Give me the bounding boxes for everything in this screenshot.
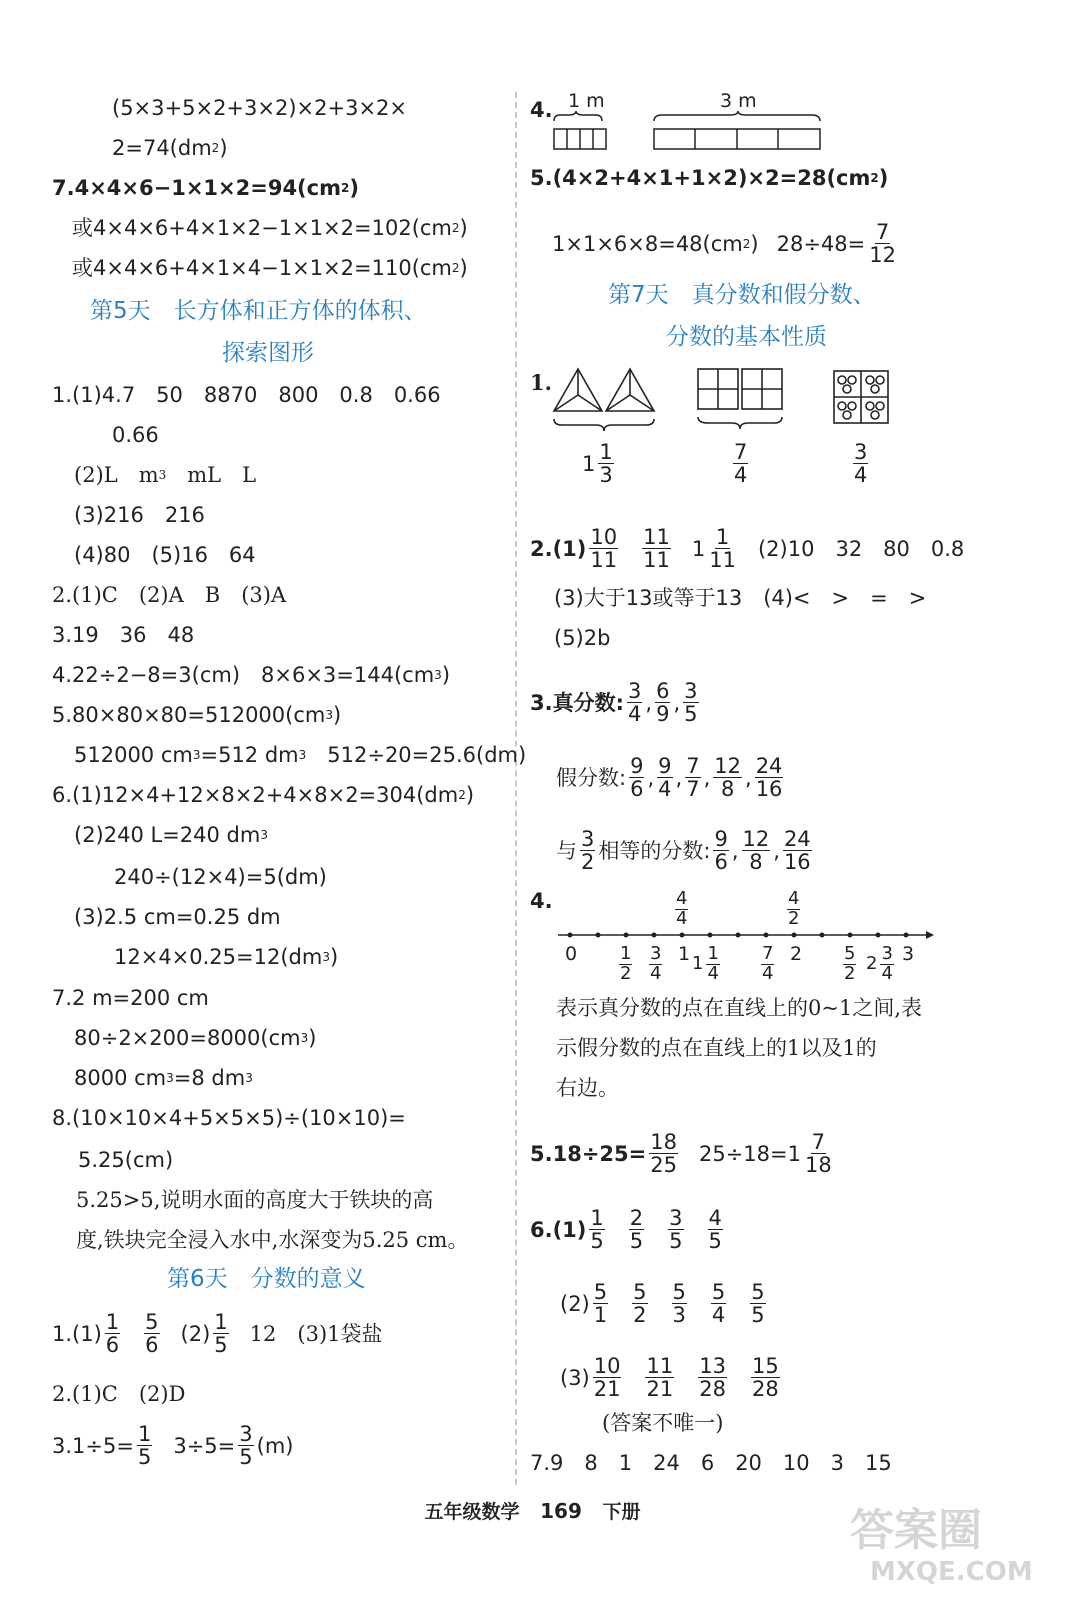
r-q4-label: 4. xyxy=(530,98,553,122)
nl-above-1 xyxy=(672,890,691,929)
d5-q4: 4.22÷2−8=3(cm) 8×6×3=144(cm 3 ) xyxy=(52,663,451,687)
d6-q2: 2.(1)C (2)D xyxy=(52,1382,186,1406)
left-q7-alt2: 或4×4×6+4×1×4−1×1×2=110(cm 2 ) xyxy=(72,256,468,280)
r-q5a: 5.(4×2+4×1+1×2)×2=28(cm 2 ) xyxy=(530,166,889,190)
d5-q3: 3.19 36 48 xyxy=(52,623,195,647)
fraction: $\frac{12}{8}$ xyxy=(742,827,770,875)
d5-q6a: 6.(1)12×4+12×8×2+4×8×2=304(dm 2 ) xyxy=(52,783,475,807)
d5-q5a: 5.80×80×80=512000(cm 3 ) xyxy=(52,703,342,727)
fraction: $\frac{7}{4}$ xyxy=(762,943,774,984)
fraction: $\frac{3}{4}$ xyxy=(650,943,662,984)
d5-q1e: (4)80 (5)16 64 xyxy=(74,543,256,567)
fraction: $\frac{1}{3}$ xyxy=(599,440,613,488)
fraction: $\frac{1}{4}$ xyxy=(707,943,719,984)
fraction-shapes xyxy=(552,365,892,445)
fraction: $\frac{5}{3}$ xyxy=(672,1280,686,1328)
fraction: $\frac{1}{6}$ xyxy=(105,1310,120,1358)
r-s2c: (3)大于13或等于13 (4)< > = > xyxy=(554,586,927,610)
footer-volume: 下册 xyxy=(602,1501,641,1523)
fraction: $\frac{10}{21}$ xyxy=(593,1354,621,1402)
fraction: $\frac{3}{5}$ xyxy=(684,679,698,727)
left-line-2: 2=74(dm 2 ) xyxy=(112,136,228,160)
fraction: $\frac{3}{4}$ xyxy=(628,679,642,727)
watermark-logo xyxy=(840,1490,1055,1590)
nl-frac-1 xyxy=(616,945,635,984)
fraction: $\frac{4}{5}$ xyxy=(708,1206,722,1254)
r-s5: 5.18÷25= $\frac{18}{25}$ 25÷18=1 $\frac{7}{18}$ xyxy=(530,1130,832,1178)
nl-frac-2 xyxy=(646,945,665,984)
r-s1-label: 1. xyxy=(530,370,552,395)
fraction: $\frac{1}{2}$ xyxy=(620,943,632,984)
r-s1-frac3 xyxy=(850,441,871,486)
fraction: $\frac{7}{18}$ xyxy=(804,1130,832,1178)
watermark-top: 答案圈 xyxy=(850,1505,982,1556)
nl-frac-3: 1 $\frac{1}{4}$ xyxy=(692,943,719,984)
fraction: $\frac{12}{8}$ xyxy=(714,754,741,802)
fraction: $\frac{7}{12}$ xyxy=(869,220,896,268)
number-line xyxy=(558,925,938,945)
fraction: $\frac{9}{4}$ xyxy=(658,754,672,802)
nl-label-1: 1 xyxy=(678,943,691,965)
r-s6b: (2) $\frac{5}{1}$ $\frac{5}{2}$ $\frac{5}{3}$ $\frac{5}{4}$ $\frac{5}{5}$ xyxy=(560,1280,765,1328)
nl-label-2: 2 xyxy=(790,943,803,965)
d5-q6b: (2)240 L=240 dm 3 xyxy=(74,823,268,847)
fraction: $\frac{5}{4}$ xyxy=(711,1280,726,1328)
fraction: $\frac{7}{7}$ xyxy=(686,754,700,802)
left-q7-line: 7.4×4×6−1×1×2=94(cm 2 ) xyxy=(52,176,359,200)
fraction: $\frac{5}{2}$ xyxy=(633,1280,647,1328)
fraction: $\frac{10}{11}$ xyxy=(590,525,618,573)
fraction: $\frac{1}{11}$ xyxy=(709,525,736,573)
fraction: $\frac{3}{5}$ xyxy=(239,1422,253,1470)
d5-q5b: 512000 cm 3 =512 dm 3 512÷20=25.6(dm) xyxy=(74,743,527,767)
d5-q7b: 80÷2×200=8000(cm 3 ) xyxy=(74,1026,317,1050)
nl-above-2 xyxy=(784,890,803,929)
r-s2a: 2.(1) $\frac{10}{11}$ $\frac{11}{11}$ 1 $\frac{1}{11}$ (2)10 32 80 0.8 xyxy=(530,525,965,573)
fraction: $\frac{9}{6}$ xyxy=(630,754,644,802)
r-s6a: 6.(1) $\frac{1}{5}$ $\frac{2}{5}$ $\frac{3}{5}$ $\frac{4}{5}$ xyxy=(530,1206,722,1254)
d6-q1: 1.(1) $\frac{1}{6}$ $\frac{5}{6}$ (2) $\frac{1}{5}$ 12 (3)1袋盐 xyxy=(52,1310,383,1358)
d6-q3: 3.1÷5= $\frac{1}{5}$ 3÷5= $\frac{3}{5}$ (m) xyxy=(52,1422,294,1470)
r-s3b: 假分数: $\frac{9}{6}$ , $\frac{9}{4}$ , $\frac{7}{7}$ , $\frac{12}{8}$ , $\frac{24}{16}$ xyxy=(556,754,783,802)
d5-q1a: 1.(1)4.7 50 8870 800 0.8 0.66 xyxy=(52,383,441,407)
segment-diagram xyxy=(550,111,830,153)
d5-q1b: 0.66 xyxy=(112,423,159,447)
r-s4-label: 4. xyxy=(530,889,553,913)
d5-q2: 2.(1)C (2)A B (3)A xyxy=(52,583,287,607)
r-s3a: 3.真分数: $\frac{3}{4}$ , $\frac{6}{9}$ , $\frac{3}{5}$ xyxy=(530,679,698,727)
d5-q8b: 5.25(cm) xyxy=(78,1148,174,1172)
r-s1-frac1: 1 $\frac{1}{3}$ xyxy=(582,440,613,488)
r-s7: 7.9 8 1 24 6 20 10 3 15 xyxy=(530,1451,892,1475)
r-s6-note: (答案不唯一) xyxy=(602,1411,724,1435)
watermark-bottom: MXQE.COM xyxy=(870,1557,1033,1587)
r-q5b: 1×1×6×8=48(cm 2 ) 28÷48= $\frac{7}{12}$ xyxy=(552,220,896,268)
nl-frac-5 xyxy=(840,945,859,984)
r-s4-text2: 示假分数的点在直线上的1以及1的 xyxy=(556,1036,877,1060)
r-s4-text3: 右边。 xyxy=(556,1076,619,1100)
fraction: $\frac{7}{4}$ xyxy=(734,440,748,488)
fraction: $\frac{2}{5}$ xyxy=(629,1206,644,1254)
nl-frac-4 xyxy=(758,945,777,984)
fraction: $\frac{4}{4}$ xyxy=(676,888,688,929)
day5-heading-cont: 探索图形 xyxy=(222,340,314,366)
d5-q8d: 度,铁块完全浸入水中,水深变为5.25 cm。 xyxy=(76,1228,469,1252)
footer-grade: 五年级数学 xyxy=(424,1501,520,1523)
fraction: $\frac{1}{5}$ xyxy=(214,1310,228,1358)
d5-q1d: (3)216 216 xyxy=(74,503,205,527)
fraction: $\frac{3}{4}$ xyxy=(854,440,868,488)
fraction: $\frac{11}{21}$ xyxy=(646,1354,674,1402)
r-s2d: (5)2b xyxy=(554,626,611,650)
fraction: $\frac{6}{9}$ xyxy=(656,679,670,727)
left-line-1: (5×3+5×2+3×2)×2+3×2× xyxy=(112,96,407,120)
r-s4-text1: 表示真分数的点在直线上的0~1之间,表 xyxy=(556,996,922,1020)
d5-q7a: 7.2 m=200 cm xyxy=(52,986,209,1010)
d5-q1c: (2)L m 3 mL L xyxy=(74,463,257,487)
fraction: $\frac{15}{28}$ xyxy=(751,1354,779,1402)
fraction: $\frac{24}{16}$ xyxy=(783,827,811,875)
d5-q6e: 12×4×0.25=12(dm 3 ) xyxy=(114,945,339,969)
fraction: $\frac{11}{11}$ xyxy=(643,525,670,573)
d5-q6c: 240÷(12×4)=5(dm) xyxy=(114,865,327,889)
nl-label-0: 0 xyxy=(565,943,578,965)
day6-heading: 第6天 分数的意义 xyxy=(167,1266,366,1292)
left-q7-alt1: 或4×4×6+4×1×2−1×1×2=102(cm 2 ) xyxy=(72,216,468,240)
segment-label-1m: 1 m xyxy=(568,90,605,112)
fraction: $\frac{18}{25}$ xyxy=(650,1130,677,1178)
fraction: $\frac{1}{5}$ xyxy=(590,1206,604,1254)
fraction: $\frac{3}{4}$ xyxy=(881,943,893,984)
day7-heading-cont: 分数的基本性质 xyxy=(666,324,827,350)
fraction: $\frac{5}{6}$ xyxy=(145,1310,159,1358)
fraction: $\frac{13}{28}$ xyxy=(699,1354,726,1402)
fraction: $\frac{5}{2}$ xyxy=(844,943,856,984)
fraction: $\frac{5}{5}$ xyxy=(751,1280,765,1328)
fraction: $\frac{5}{1}$ xyxy=(593,1280,608,1328)
r-s6c: (3) $\frac{10}{21}$ $\frac{11}{21}$ $\frac{13}{28}$ $\frac{15}{28}$ xyxy=(560,1354,779,1402)
column-divider xyxy=(515,92,517,1485)
page-number: 169 xyxy=(540,1499,582,1523)
fraction: $\frac{9}{6}$ xyxy=(714,827,728,875)
fraction: $\frac{3}{5}$ xyxy=(669,1206,683,1254)
fraction: $\frac{4}{2}$ xyxy=(788,888,800,929)
fraction: $\frac{24}{16}$ xyxy=(755,754,783,802)
d5-q8a: 8.(10×10×4+5×5×5)÷(10×10)= xyxy=(52,1106,406,1130)
d5-q8c: 5.25>5,说明水面的高度大于铁块的高 xyxy=(76,1188,434,1212)
r-s1-frac2 xyxy=(730,441,751,486)
segment-label-3m: 3 m xyxy=(720,90,757,112)
nl-frac-6: 2 $\frac{3}{4}$ xyxy=(866,943,893,984)
fraction: $\frac{3}{2}$ xyxy=(581,827,595,875)
day7-heading: 第7天 真分数和假分数、 xyxy=(608,282,876,308)
fraction: $\frac{1}{5}$ xyxy=(137,1422,152,1470)
r-s3c: 与 $\frac{3}{2}$ 相等的分数: $\frac{9}{6}$ , $\frac{12}{8}$ , $\frac{24}{16}$ xyxy=(556,827,811,875)
nl-label-3: 3 xyxy=(902,943,915,965)
d5-q7c: 8000 cm 3 =8 dm 3 xyxy=(74,1066,253,1090)
day5-heading: 第5天 长方体和正方体的体积、 xyxy=(90,298,427,324)
d5-q6d: (3)2.5 cm=0.25 dm xyxy=(74,905,281,929)
